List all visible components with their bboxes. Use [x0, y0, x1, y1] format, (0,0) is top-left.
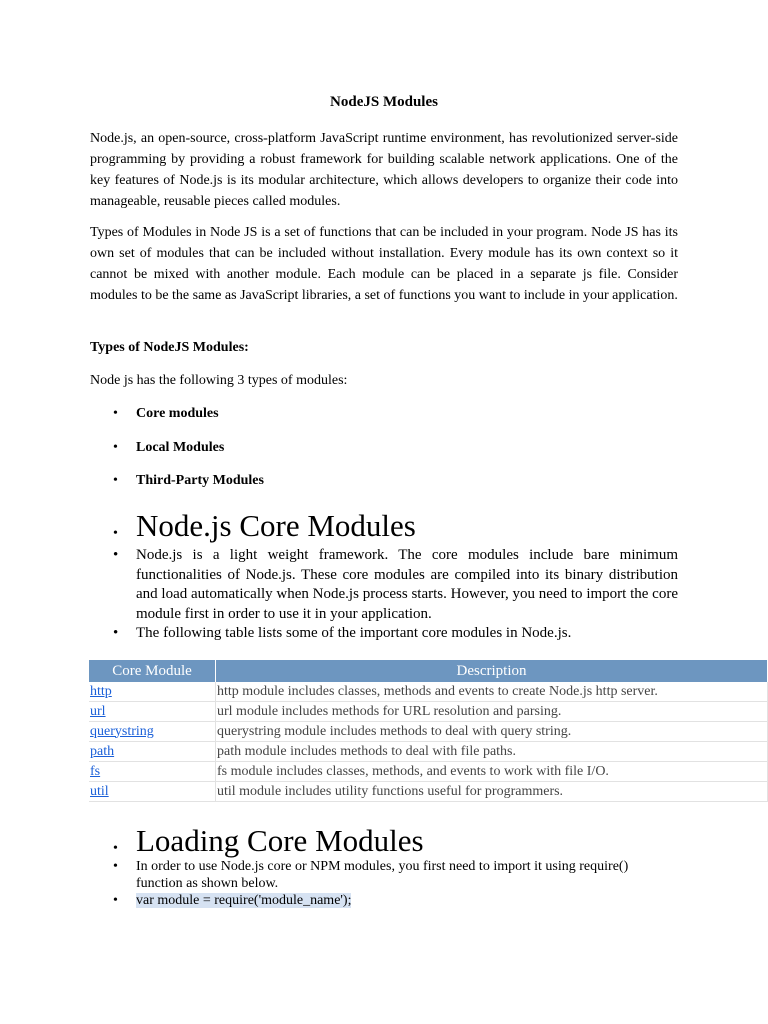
core-description: Node.js is a light weight framework. The core modules include bare minimum functionalities of Node.js. These core modules are compiled into its binary distribution and load automatically when Node.js process starts. However, you need to import the core module first in order to use it in your application.: [136, 547, 678, 622]
bullet-icon: •: [113, 893, 118, 908]
header-core-module: Core Module: [89, 660, 216, 682]
list-item: [113, 892, 678, 909]
module-description: http module includes classes, methods and events to create Node.js http server.: [216, 682, 768, 702]
page-title: NodeJS Modules: [330, 94, 438, 110]
bullet-icon: •: [113, 526, 118, 541]
module-type-local: Local Modules: [136, 440, 225, 455]
table-row: [89, 722, 768, 742]
core-modules-table: [89, 660, 768, 802]
module-link-url[interactable]: url: [89, 702, 216, 722]
list-item: [113, 546, 678, 624]
module-link-util[interactable]: util: [89, 782, 216, 802]
table-row: [89, 702, 768, 722]
module-description: querystring module includes methods to deal with query string.: [216, 722, 768, 742]
header-description: Description: [216, 660, 768, 682]
table-row: [89, 762, 768, 782]
intro-paragraph: Node.js, an open-source, cross-platform JavaScript runtime environment, has revolutionized server-side programming by providing a robust framework for building scalable network applications. One of the key features of Node.js is its modular architecture, which allows developers to organize their code into manageable, reusable pieces called modules.: [90, 131, 678, 209]
list-item: [113, 624, 678, 644]
table-intro: The following table lists some of the important core modules in Node.js.: [136, 625, 572, 641]
core-modules-list: [113, 546, 678, 644]
module-type-core: Core modules: [136, 406, 219, 421]
types-intro: Node js has the following 3 types of modules:: [90, 373, 348, 388]
module-description: util module includes utility functions useful for programmers.: [216, 782, 768, 802]
module-description: fs module includes classes, methods, and events to work with file I/O.: [216, 762, 768, 782]
bullet-icon: •: [113, 859, 118, 874]
modules-paragraph: Types of Modules in Node JS is a set of functions that can be included in your program. Node JS has its own set of modules that can be included without installation. Every module has its own context so it cannot be mixed with another module. Each module can be placed in a separate js file. Consider modules to be the same as JavaScript libraries, a set of functions you want to include in your application.: [90, 225, 678, 303]
bullet-icon: •: [113, 841, 118, 856]
module-link-querystring[interactable]: querystring: [89, 722, 216, 742]
bullet-icon: •: [113, 473, 118, 488]
module-link-http[interactable]: http: [89, 682, 216, 702]
require-code-snippet: var module = require('module_name');: [136, 893, 352, 908]
module-description: url module includes methods for URL resolution and parsing.: [216, 702, 768, 722]
bullet-icon: •: [113, 625, 119, 641]
bullet-icon: •: [113, 406, 118, 421]
module-link-fs[interactable]: fs: [89, 762, 216, 782]
table-header-row: [89, 660, 768, 682]
table-row: [89, 742, 768, 762]
table-row: [89, 782, 768, 802]
module-type-third-party: Third-Party Modules: [136, 473, 264, 488]
loading-modules-list: [113, 858, 678, 909]
loading-description: In order to use Node.js core or NPM modules, you first need to import it using require() function as shown below.: [136, 859, 629, 891]
bullet-icon: •: [113, 440, 118, 455]
list-item: [113, 858, 678, 892]
bullet-icon: •: [113, 547, 119, 563]
loading-modules-heading-text: Loading Core Modules: [136, 823, 424, 858]
module-description: path module includes methods to deal with file paths.: [216, 742, 768, 762]
core-modules-heading-text: Node.js Core Modules: [136, 508, 416, 543]
table-row: [89, 682, 768, 702]
module-link-path[interactable]: path: [89, 742, 216, 762]
types-heading: Types of NodeJS Modules:: [90, 340, 249, 355]
